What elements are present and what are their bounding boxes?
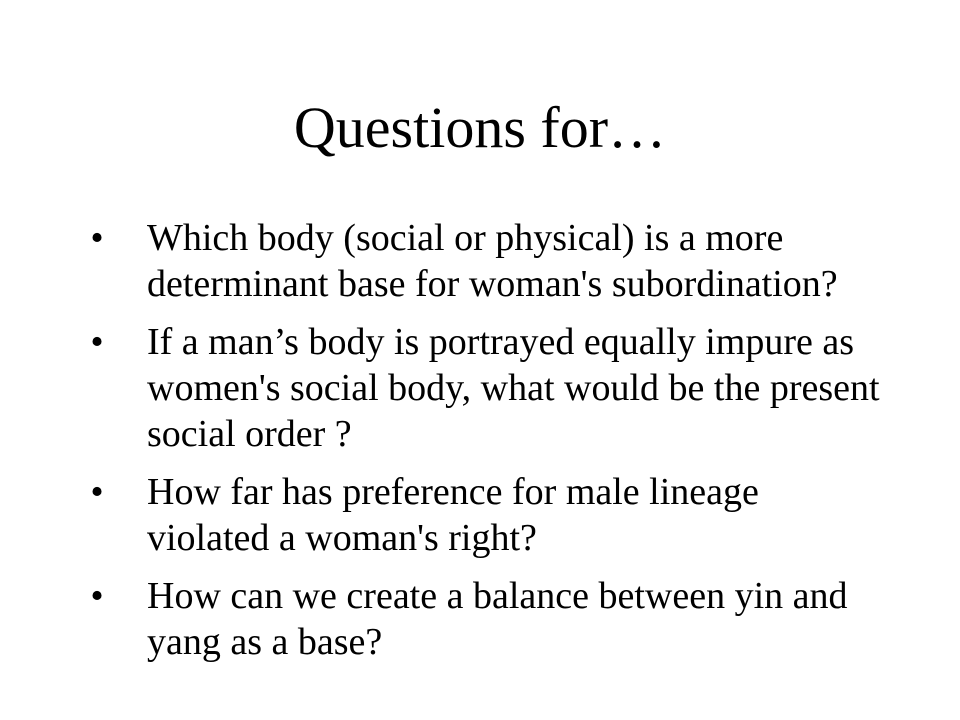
list-item	[0, 319, 960, 457]
list-item	[0, 215, 960, 307]
bullet-text: How can we create a balance between yin and yang as a base?	[147, 575, 848, 663]
bullet-text: If a man’s body is portrayed equally impure as women's social body, what would be the present social order ?	[147, 321, 880, 455]
list-item	[0, 469, 960, 561]
bullet-icon: •	[90, 217, 104, 259]
bullet-text: How far has preference for male lineage violated a woman's right?	[147, 471, 759, 559]
bullet-icon: •	[90, 321, 104, 363]
bullet-text: Which body (social or physical) is a more determinant base for woman's subordination?	[147, 217, 838, 305]
bullet-icon: •	[90, 575, 104, 617]
slide-title: Questions for…	[293, 95, 667, 160]
list-item	[0, 573, 960, 665]
bullet-icon: •	[90, 471, 104, 513]
bullet-list	[0, 215, 960, 677]
